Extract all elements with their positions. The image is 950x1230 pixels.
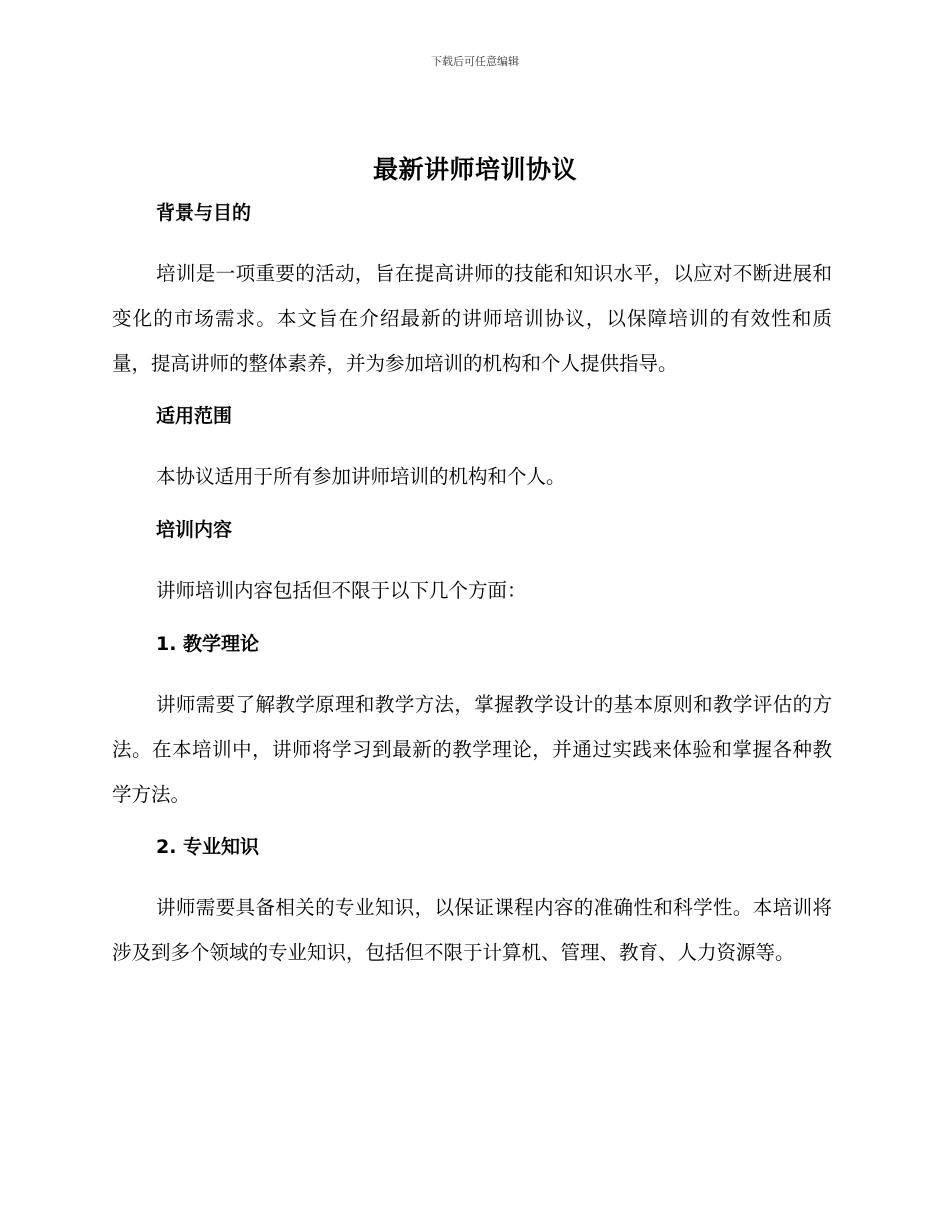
document-body	[112, 198, 832, 975]
header-note: 下载后可任意编辑	[431, 55, 519, 68]
section-body-professional-knowledge: 讲师需要具备相关的专业知识，以保证课程内容的准确性和科学性。本培训将涉及到多个领域的专业知识，包括但不限于计算机、管理、教育、人力资源等。	[112, 896, 832, 964]
section-heading-teaching-theory: 1. 教学理论	[156, 633, 260, 655]
section-heading-background: 背景与目的	[156, 202, 252, 224]
section-body-background: 培训是一项重要的活动，旨在提高讲师的技能和知识水平，以应对不断进展和变化的市场需求。本文旨在介绍最新的讲师培训协议，以保障培训的有效性和质量，提高讲师的整体素养，并为参加培训的机构和个人提供指导。	[112, 262, 832, 375]
section-heading-scope: 适用范围	[156, 405, 233, 427]
section-body-teaching-theory: 讲师需要了解教学原理和教学方法，掌握教学设计的基本原则和教学评估的方法。在本培训中，讲师将学习到最新的教学理论，并通过实践来体验和掌握各种教学方法。	[112, 693, 832, 806]
section-body-content: 讲师培训内容包括但不限于以下几个方面：	[156, 579, 527, 602]
document-title: 最新讲师培训协议	[372, 155, 577, 184]
section-heading-content: 培训内容	[156, 519, 233, 541]
section-heading-professional-knowledge: 2. 专业知识	[156, 836, 260, 858]
section-body-scope: 本协议适用于所有参加讲师培训的机构和个人。	[156, 465, 566, 488]
